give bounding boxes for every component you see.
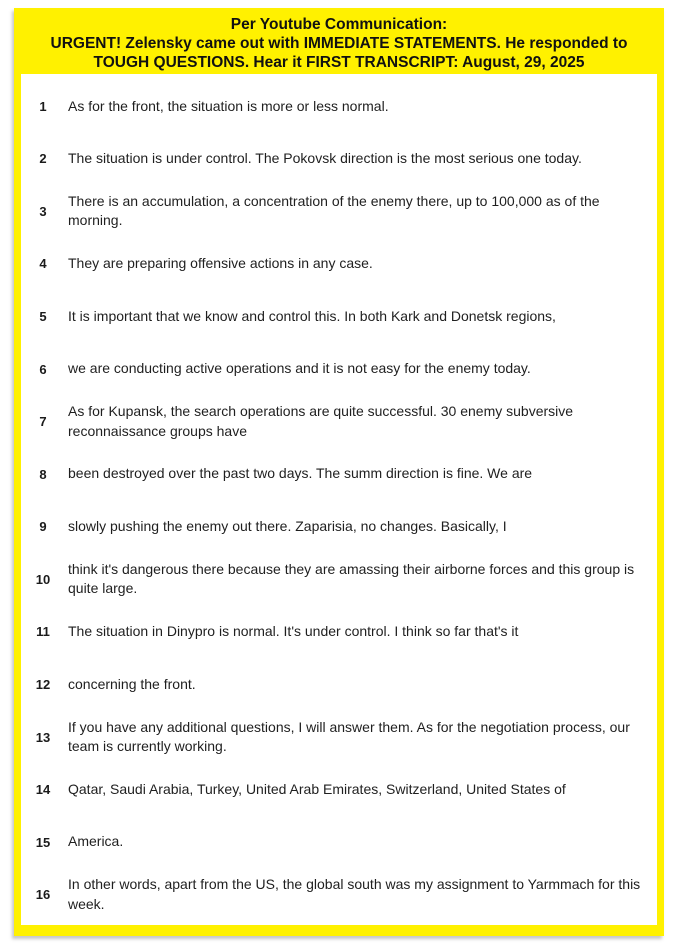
row-number: 14 (35, 782, 51, 798)
banner-title: Per Youtube Communication: (230, 16, 448, 33)
transcript-row (21, 133, 657, 186)
row-number: 1 (39, 98, 47, 114)
transcript-row (21, 501, 657, 554)
banner-subtitle: URGENT! Zelensky came out with IMMEDIATE STATEMENTS. He responded to TOUGH QUESTIONS. Hear it FIRST TRANSCRIPT: August, 29, 2025 (50, 35, 628, 71)
row-text: The situation is under control. The Pokovsk direction is the most serious one today. (68, 150, 582, 167)
row-text: It is important that we know and control this. In both Kark and Donetsk regions, (68, 307, 556, 324)
transcript-row (21, 553, 657, 606)
row-number: 2 (39, 151, 47, 167)
transcript-row (21, 606, 657, 659)
row-text: There is an accumulation, a concentration of the enemy there, up to 100,000 as of the morning. (68, 192, 600, 229)
row-text: The situation in Dinypro is normal. It's under control. I think so far that's it (68, 623, 519, 640)
transcript-table (21, 74, 657, 925)
row-number: 4 (39, 256, 47, 272)
row-number: 16 (35, 887, 51, 903)
transcript-row (21, 763, 657, 816)
transcript-row (21, 80, 657, 133)
row-text: we are conducting active operations and it is not easy for the enemy today. (68, 360, 531, 377)
row-number: 9 (39, 519, 47, 535)
row-number: 8 (39, 466, 47, 482)
row-number: 12 (35, 676, 51, 692)
transcript-row (21, 448, 657, 501)
transcript-row (21, 658, 657, 711)
row-text: slowly pushing the enemy out there. Zaparisia, no changes. Basically, I (68, 518, 507, 535)
transcript-row (21, 238, 657, 291)
row-text: Qatar, Saudi Arabia, Turkey, United Arab Emirates, Switzerland, United States of (68, 780, 566, 797)
row-number: 11 (36, 624, 50, 640)
row-text: If you have any additional questions, I will answer them. As for the negotiation process, our team is currently working. (68, 718, 630, 755)
row-number: 10 (35, 571, 51, 587)
row-text: In other words, apart from the US, the global south was my assignment to Yarmmach for this week. (68, 876, 641, 912)
transcript-row (21, 343, 657, 396)
row-number: 3 (39, 203, 47, 219)
row-text: concerning the front. (68, 675, 196, 692)
row-text: been destroyed over the past two days. The summ direction is fine. We are (68, 465, 533, 482)
transcript-row (21, 816, 657, 869)
transcript-row (21, 868, 657, 921)
row-text: America. (68, 833, 124, 850)
header-banner (21, 15, 657, 74)
document-frame (14, 8, 664, 936)
row-number: 5 (39, 309, 47, 325)
row-number: 7 (39, 414, 47, 430)
row-number: 6 (39, 361, 47, 377)
row-text: think it's dangerous there because they are amassing their airborne forces and this group is quite large. (68, 560, 635, 597)
row-text: As for Kupansk, the search operations are quite successful. 30 enemy subversive reconnaissance groups have (68, 403, 574, 439)
row-number: 15 (35, 834, 51, 850)
row-text: As for the front, the situation is more or less normal. (68, 97, 389, 114)
transcript-row (21, 290, 657, 343)
row-number: 13 (35, 729, 51, 745)
transcript-row (21, 395, 657, 448)
transcript-row (21, 711, 657, 764)
row-text: They are preparing offensive actions in any case. (68, 255, 373, 272)
transcript-row (21, 185, 657, 238)
